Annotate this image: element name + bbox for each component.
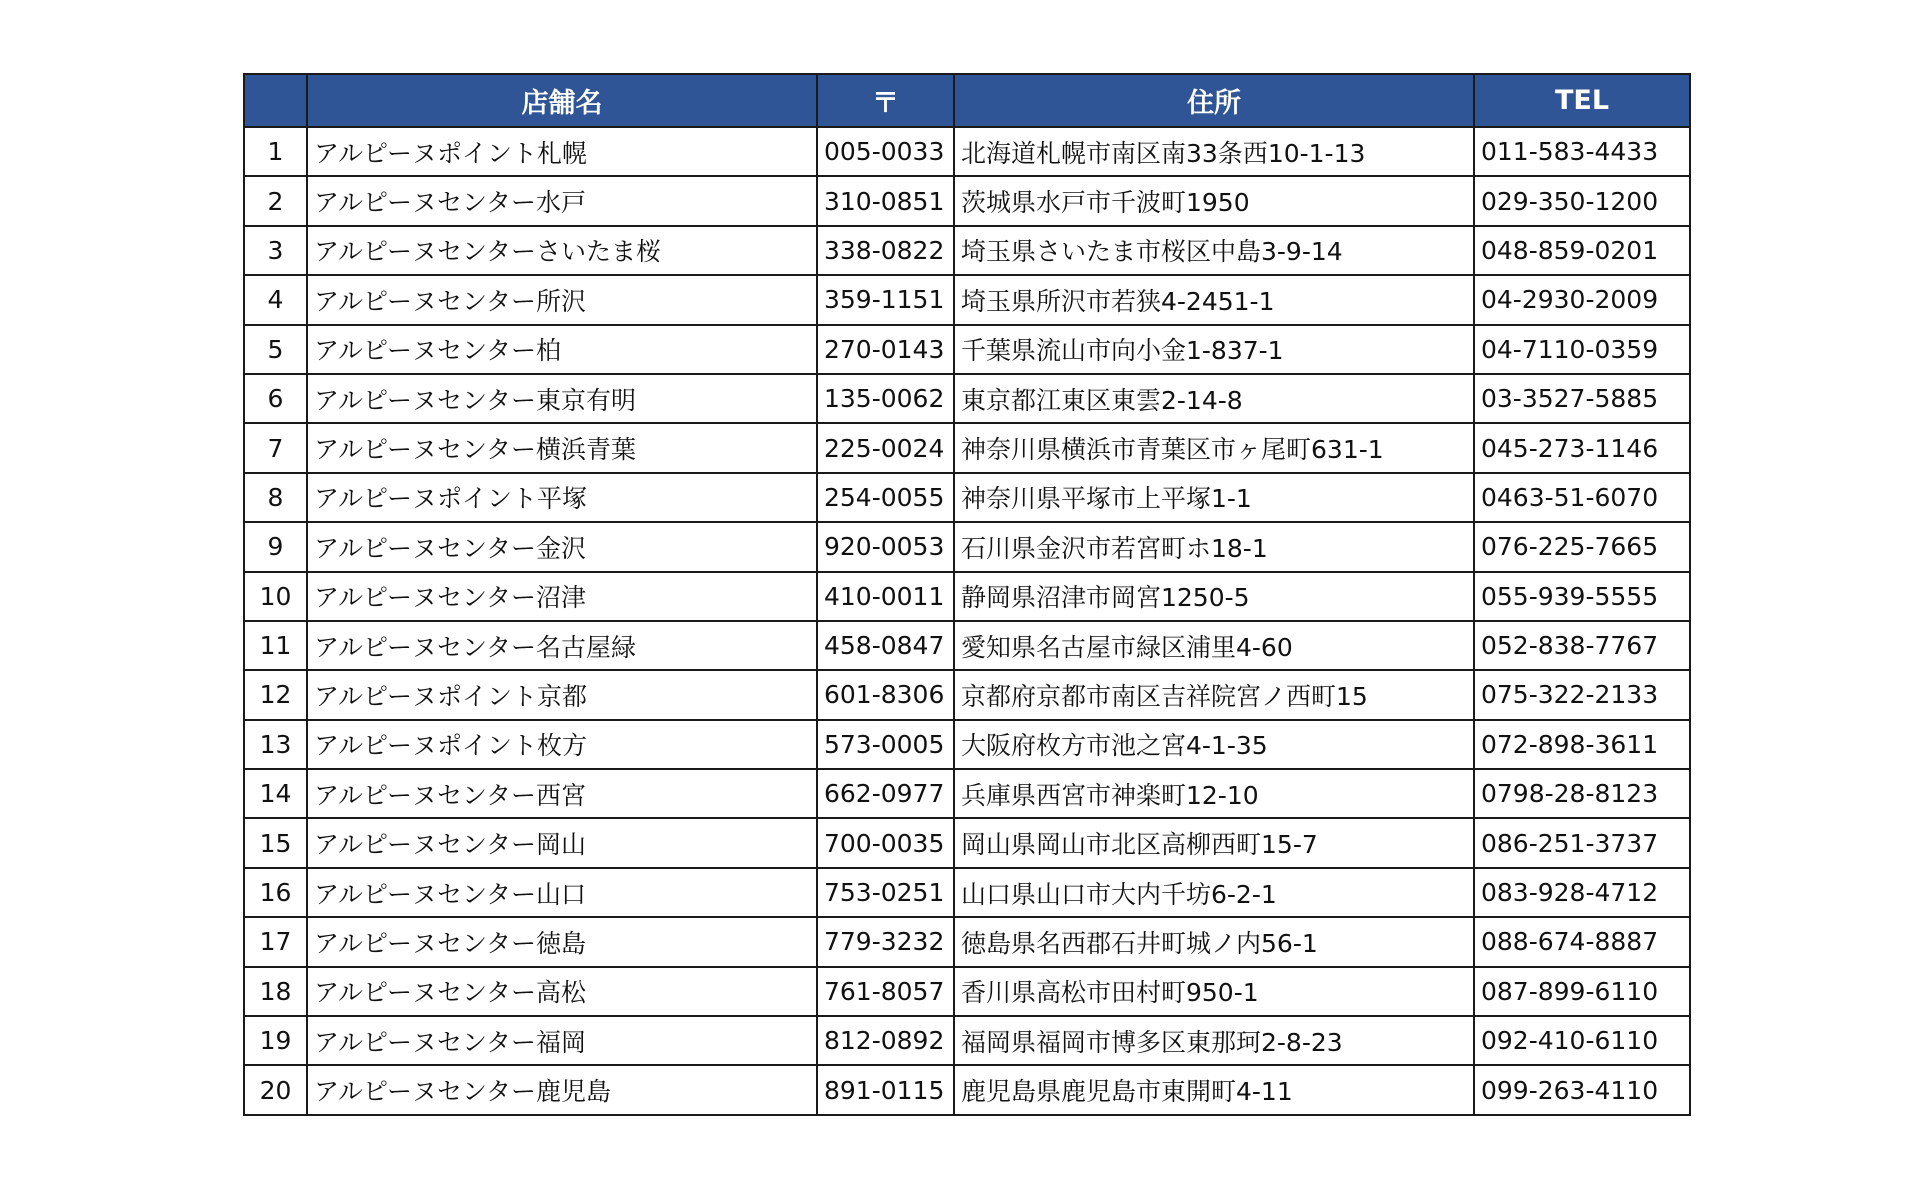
cell-number: 12 (244, 670, 307, 719)
cell-number: 2 (244, 176, 307, 225)
cell-postal-code: 338-0822 (817, 226, 954, 275)
cell-postal-code: 601-8306 (817, 670, 954, 719)
cell-address: 埼玉県所沢市若狭4-2451-1 (954, 275, 1474, 324)
cell-postal-code: 225-0024 (817, 423, 954, 472)
cell-store-name: アルピーヌポイント枚方 (307, 720, 817, 769)
cell-postal-code: 458-0847 (817, 621, 954, 670)
cell-store-name: アルピーヌセンター東京有明 (307, 374, 817, 423)
table-row (244, 176, 1690, 225)
cell-address: 福岡県福岡市博多区東那珂2-8-23 (954, 1016, 1474, 1065)
cell-number: 11 (244, 621, 307, 670)
cell-tel: 045-273-1146 (1474, 423, 1690, 472)
cell-store-name: アルピーヌセンター高松 (307, 967, 817, 1016)
cell-postal-code: 573-0005 (817, 720, 954, 769)
header-number (244, 74, 307, 127)
cell-store-name: アルピーヌポイント札幌 (307, 127, 817, 176)
cell-store-name: アルピーヌセンターさいたま桜 (307, 226, 817, 275)
cell-postal-code: 410-0011 (817, 572, 954, 621)
cell-number: 14 (244, 769, 307, 818)
cell-number: 19 (244, 1016, 307, 1065)
header-row (244, 74, 1690, 127)
cell-number: 20 (244, 1065, 307, 1114)
cell-number: 16 (244, 868, 307, 917)
cell-store-name: アルピーヌセンター徳島 (307, 917, 817, 966)
cell-tel: 092-410-6110 (1474, 1016, 1690, 1065)
cell-address: 大阪府枚方市池之宮4-1-35 (954, 720, 1474, 769)
cell-tel: 076-225-7665 (1474, 522, 1690, 571)
cell-tel: 083-928-4712 (1474, 868, 1690, 917)
cell-store-name: アルピーヌセンター名古屋緑 (307, 621, 817, 670)
table-row (244, 769, 1690, 818)
cell-store-name: アルピーヌセンター水戸 (307, 176, 817, 225)
table-row (244, 374, 1690, 423)
table-row (244, 572, 1690, 621)
cell-tel: 072-898-3611 (1474, 720, 1690, 769)
cell-address: 埼玉県さいたま市桜区中島3-9-14 (954, 226, 1474, 275)
cell-address: 香川県高松市田村町950-1 (954, 967, 1474, 1016)
cell-tel: 03-3527-5885 (1474, 374, 1690, 423)
table-row (244, 522, 1690, 571)
cell-address: 京都府京都市南区吉祥院宮ノ西町15 (954, 670, 1474, 719)
table-row (244, 818, 1690, 867)
table-row (244, 1065, 1690, 1114)
cell-address: 神奈川県平塚市上平塚1-1 (954, 473, 1474, 522)
cell-postal-code: 270-0143 (817, 325, 954, 374)
header-store-name: 店舗名 (307, 74, 817, 127)
cell-store-name: アルピーヌセンター沼津 (307, 572, 817, 621)
cell-postal-code: 310-0851 (817, 176, 954, 225)
table-row (244, 423, 1690, 472)
cell-address: 静岡県沼津市岡宮1250-5 (954, 572, 1474, 621)
cell-address: 岡山県岡山市北区高柳西町15-7 (954, 818, 1474, 867)
cell-tel: 04-7110-0359 (1474, 325, 1690, 374)
cell-tel: 04-2930-2009 (1474, 275, 1690, 324)
store-list-sheet (243, 73, 1689, 1116)
table-row (244, 868, 1690, 917)
cell-number: 7 (244, 423, 307, 472)
cell-address: 茨城県水戸市千波町1950 (954, 176, 1474, 225)
cell-number: 13 (244, 720, 307, 769)
cell-store-name: アルピーヌセンター横浜青葉 (307, 423, 817, 472)
cell-store-name: アルピーヌセンター金沢 (307, 522, 817, 571)
cell-tel: 088-674-8887 (1474, 917, 1690, 966)
table-row (244, 917, 1690, 966)
cell-store-name: アルピーヌポイント平塚 (307, 473, 817, 522)
table-body (244, 127, 1690, 1115)
table-row (244, 621, 1690, 670)
cell-tel: 0798-28-8123 (1474, 769, 1690, 818)
cell-store-name: アルピーヌセンター所沢 (307, 275, 817, 324)
table-row (244, 275, 1690, 324)
cell-number: 10 (244, 572, 307, 621)
cell-address: 山口県山口市大内千坊6-2-1 (954, 868, 1474, 917)
header-address: 住所 (954, 74, 1474, 127)
cell-address: 鹿児島県鹿児島市東開町4-11 (954, 1065, 1474, 1114)
header-postal-code: 〒 (817, 74, 954, 127)
cell-tel: 086-251-3737 (1474, 818, 1690, 867)
cell-number: 1 (244, 127, 307, 176)
cell-store-name: アルピーヌセンター柏 (307, 325, 817, 374)
cell-store-name: アルピーヌポイント京都 (307, 670, 817, 719)
table-row (244, 127, 1690, 176)
cell-store-name: アルピーヌセンター岡山 (307, 818, 817, 867)
cell-number: 4 (244, 275, 307, 324)
cell-postal-code: 753-0251 (817, 868, 954, 917)
store-table (243, 73, 1691, 1116)
cell-postal-code: 891-0115 (817, 1065, 954, 1114)
cell-tel: 075-322-2133 (1474, 670, 1690, 719)
cell-postal-code: 662-0977 (817, 769, 954, 818)
cell-tel: 029-350-1200 (1474, 176, 1690, 225)
table-row (244, 473, 1690, 522)
cell-postal-code: 700-0035 (817, 818, 954, 867)
cell-address: 徳島県名西郡石井町城ノ内56-1 (954, 917, 1474, 966)
cell-tel: 048-859-0201 (1474, 226, 1690, 275)
cell-number: 3 (244, 226, 307, 275)
table-row (244, 720, 1690, 769)
header-tel: TEL (1474, 74, 1690, 127)
cell-address: 北海道札幌市南区南33条西10-1-13 (954, 127, 1474, 176)
cell-number: 18 (244, 967, 307, 1016)
cell-postal-code: 005-0033 (817, 127, 954, 176)
cell-postal-code: 779-3232 (817, 917, 954, 966)
cell-store-name: アルピーヌセンター山口 (307, 868, 817, 917)
cell-address: 愛知県名古屋市緑区浦里4-60 (954, 621, 1474, 670)
cell-store-name: アルピーヌセンター福岡 (307, 1016, 817, 1065)
cell-tel: 0463-51-6070 (1474, 473, 1690, 522)
cell-postal-code: 761-8057 (817, 967, 954, 1016)
table-row (244, 226, 1690, 275)
table-row (244, 967, 1690, 1016)
cell-address: 東京都江東区東雲2-14-8 (954, 374, 1474, 423)
cell-postal-code: 359-1151 (817, 275, 954, 324)
cell-number: 17 (244, 917, 307, 966)
cell-postal-code: 254-0055 (817, 473, 954, 522)
cell-store-name: アルピーヌセンター西宮 (307, 769, 817, 818)
table-row (244, 1016, 1690, 1065)
cell-address: 石川県金沢市若宮町ホ18-1 (954, 522, 1474, 571)
cell-postal-code: 812-0892 (817, 1016, 954, 1065)
cell-postal-code: 920-0053 (817, 522, 954, 571)
cell-store-name: アルピーヌセンター鹿児島 (307, 1065, 817, 1114)
cell-address: 兵庫県西宮市神楽町12-10 (954, 769, 1474, 818)
cell-tel: 011-583-4433 (1474, 127, 1690, 176)
cell-tel: 052-838-7767 (1474, 621, 1690, 670)
cell-number: 5 (244, 325, 307, 374)
cell-tel: 055-939-5555 (1474, 572, 1690, 621)
cell-address: 神奈川県横浜市青葉区市ヶ尾町631-1 (954, 423, 1474, 472)
table-row (244, 670, 1690, 719)
cell-address: 千葉県流山市向小金1-837-1 (954, 325, 1474, 374)
cell-number: 9 (244, 522, 307, 571)
cell-number: 15 (244, 818, 307, 867)
cell-tel: 087-899-6110 (1474, 967, 1690, 1016)
cell-postal-code: 135-0062 (817, 374, 954, 423)
cell-number: 8 (244, 473, 307, 522)
cell-number: 6 (244, 374, 307, 423)
table-row (244, 325, 1690, 374)
cell-tel: 099-263-4110 (1474, 1065, 1690, 1114)
